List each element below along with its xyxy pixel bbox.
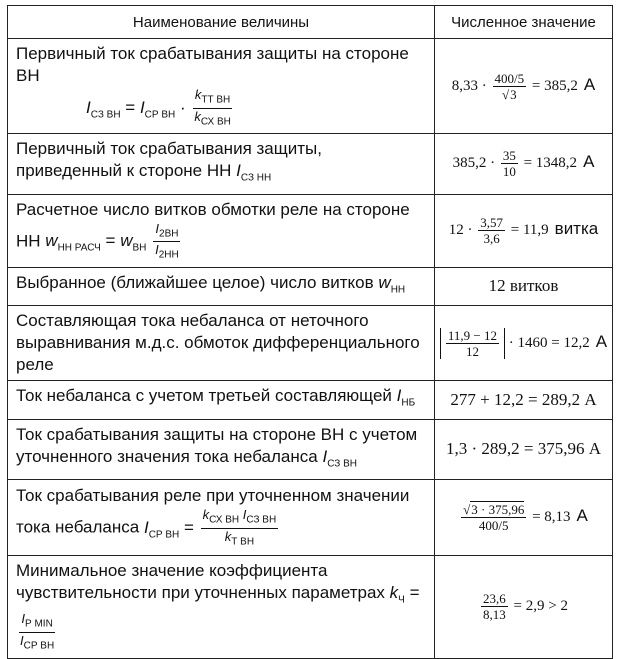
table-row (8, 194, 613, 267)
table-row (8, 419, 613, 479)
table-row (8, 479, 613, 555)
row-value: 385,2 · $\frac{35}{10}$ = 1348,2 А (435, 134, 613, 194)
formula: $I_{СЗ ВН}$ (322, 446, 358, 469)
row-value: $\frac{23,6}{8,13}$ = 2,9 > 2 (435, 555, 613, 658)
table-row (8, 306, 613, 381)
formula: $I_{СЗ НН}$ (236, 161, 272, 184)
row-name: Ток срабатывания защиты на стороне ВН с учетом уточненного значения тока небаланса $I_{СЗ ВН}$ (8, 419, 435, 479)
header-name: Наименование величины (8, 6, 435, 39)
row-value: 1,3 · 289,2 = 375,96 А (435, 419, 613, 479)
row-name: Выбранное (ближайшее целое) число витков $w_{НН}$ (8, 267, 435, 305)
row-name: Составляющая тока небаланса от неточного выравнивания м.д.с. обмоток дифференциального реле (8, 306, 435, 381)
row-value: 12 · $\frac{3,57}{3,6}$ = 11,9 витка (435, 194, 613, 267)
formula: $w_{НН}$ (378, 272, 406, 296)
header-row (8, 6, 613, 39)
row-name: Ток срабатывания реле при уточненном значении тока небаланса $I_{СР ВН}$ = $\frac{k_{СХ ВН} I_{СЗ ВН}}{k_{Т ВН}}$ (8, 479, 435, 555)
row-value: 277 + 12,2 = 289,2 А (435, 381, 613, 419)
formula: $I_{СЗ ВН} = I_{СР ВН}$ · $\frac{k_{ТТ ВН}}{k_{СХ ВН}}$ (86, 87, 231, 128)
table-row (8, 134, 613, 194)
row-value: 8,33 · $\frac{400/5}{√3}$ = 385,2 А (435, 39, 613, 134)
row-name: Расчетное число витков обмотки реле на стороне НН $w_{НН РАСЧ} = w_{ВН}$ $\frac{I_{2ВН}}{I_{2НН}}$ (8, 194, 435, 267)
row-name: Минимальное значение коэффициента чувствительности при уточненных параметрах $k_Ч$ = $\frac{I_{Р MIN}}{I_{СР ВН}}$ (8, 555, 435, 658)
results-table (7, 5, 613, 659)
table-row (8, 267, 613, 305)
table-row (8, 555, 613, 658)
formula: $I_{СР ВН}$ = $\frac{k_{СХ ВН} I_{СЗ ВН}}{k_{Т ВН}}$ (143, 507, 277, 548)
row-name: Ток небаланса с учетом третьей составляющей $I_{НБ}$ (8, 381, 435, 419)
row-name: Первичный ток срабатывания защиты на стороне ВН $I_{СЗ ВН} = I_{СР ВН}$ · $\frac{k_{ТТ ВН}}{k_{СХ ВН}}$ (8, 39, 435, 134)
formula: $w_{НН РАСЧ} = w_{ВН}$ $\frac{I_{2ВН}}{I_{2НН}}$ (45, 220, 179, 261)
row-name: Первичный ток срабатывания защиты, приведенный к стороне НН $I_{СЗ НН}$ (8, 134, 435, 194)
formula: $I_{НБ}$ (396, 386, 416, 409)
table-row (8, 39, 613, 134)
row-value: $\frac{√3 \cdot 375,96}{400/5}$ = 8,13 А (435, 479, 613, 555)
formula: $k_Ч$ = $\frac{I_{Р MIN}}{I_{СР ВН}}$ (20, 582, 420, 652)
row-value: $\frac{11,9 - 12}{12}$ · 1460 = 12,2 А (435, 306, 613, 381)
header-value: Численное значение (435, 6, 613, 39)
row-value: 12 витков (435, 267, 613, 305)
table-row (8, 381, 613, 419)
